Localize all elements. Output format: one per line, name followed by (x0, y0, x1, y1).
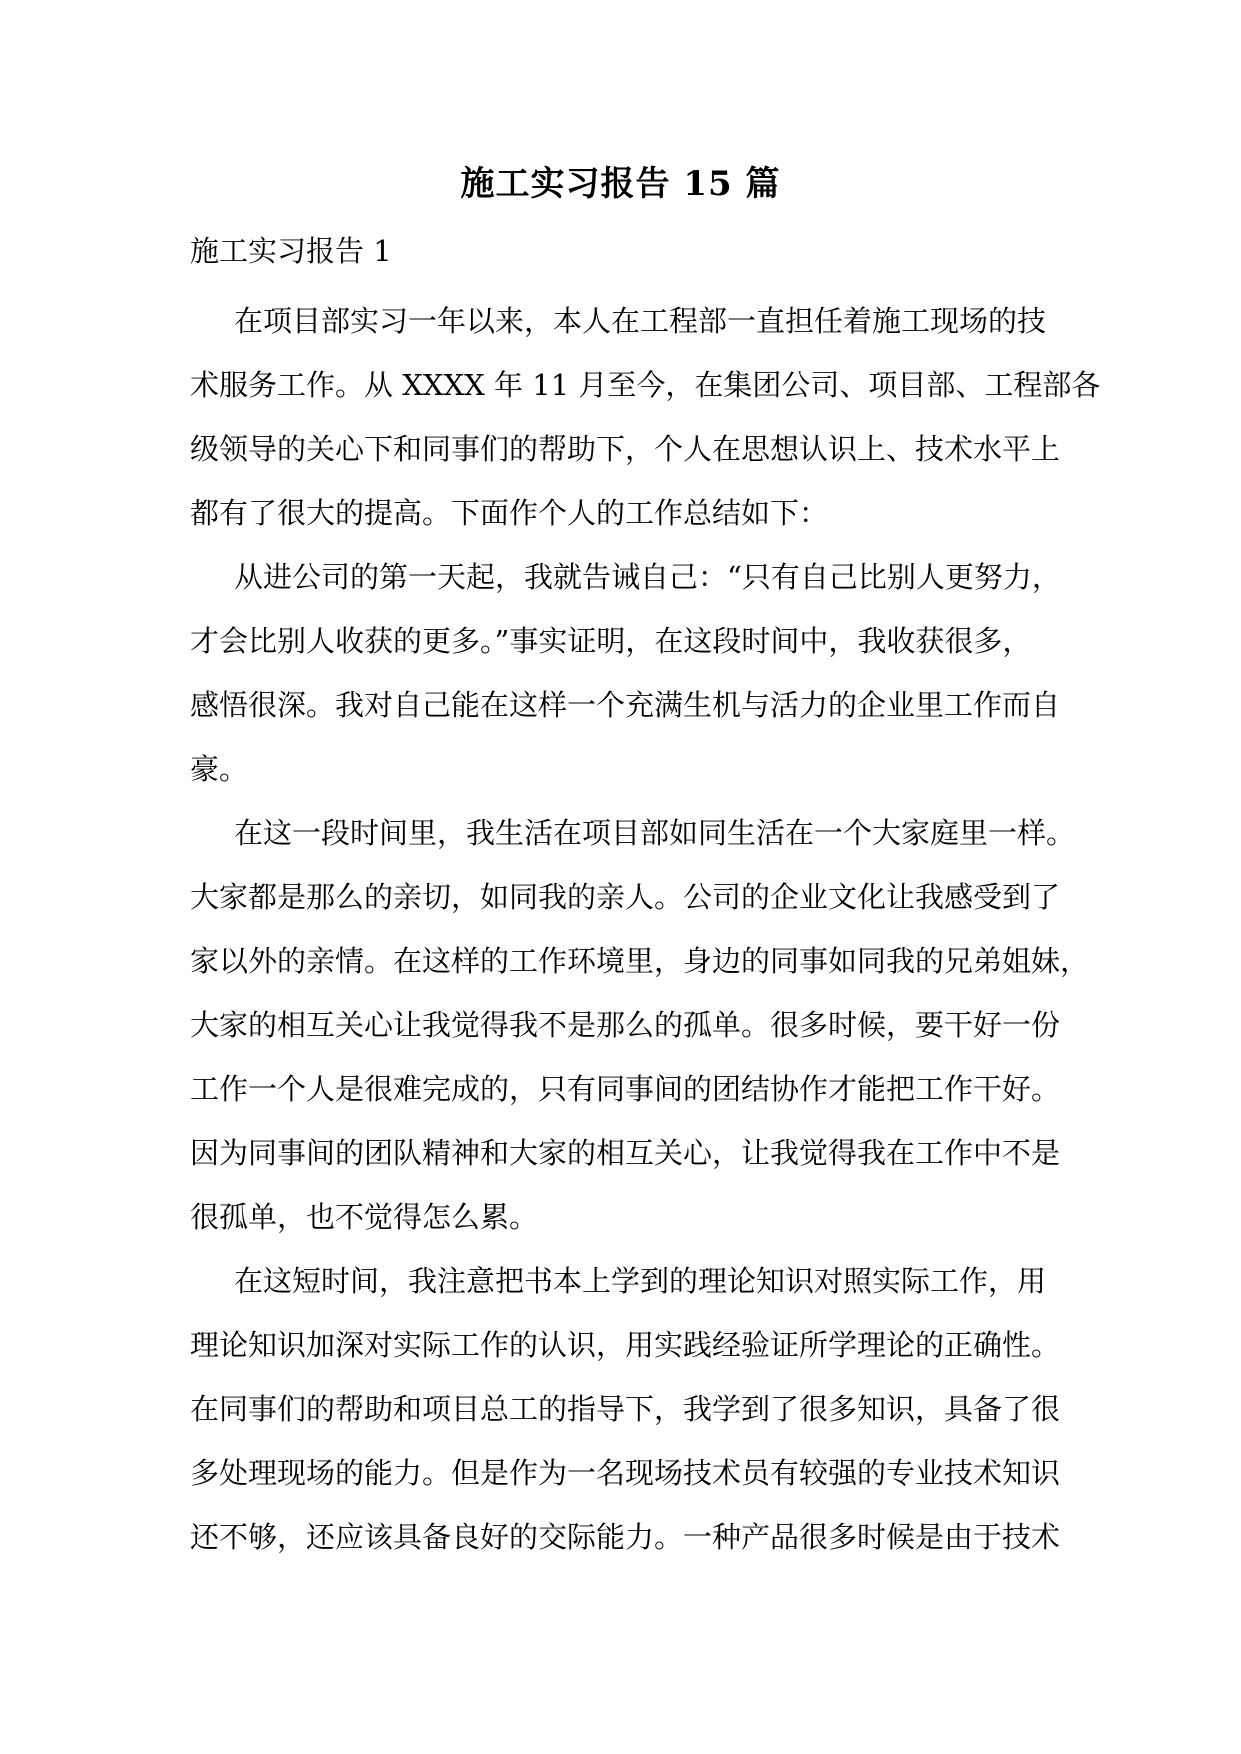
paragraph-line: 在这短时间，我注意把书本上学到的理论知识对照实际工作，用 (234, 1264, 1047, 1298)
paragraph-3 (190, 801, 1090, 1249)
paragraph-line: 在同事们的帮助和项目总工的指导下，我学到了很多知识，具备了很 (190, 1392, 1061, 1426)
paragraph-4 (190, 1249, 1061, 1569)
document-body (190, 289, 1101, 1569)
paragraph-line: 因为同事间的团队精神和大家的相互关心，让我觉得我在工作中不是 (190, 1136, 1061, 1170)
paragraph-2 (190, 545, 1061, 801)
paragraph-line: 工作一个人是很难完成的，只有同事间的团结协作才能把工作干好。 (190, 1072, 1061, 1106)
paragraph-1 (190, 289, 1101, 545)
paragraph-line: 大家都是那么的亲切，如同我的亲人。公司的企业文化让我感受到了 (190, 880, 1061, 914)
paragraph-line: 才会比别人收获的更多。”事实证明，在这段时间中，我收获很多， (190, 624, 1032, 658)
paragraph-line: 理论知识加深对实际工作的认识，用实践经验证所学理论的正确性。 (190, 1328, 1061, 1362)
paragraph-line: 术服务工作。从 XXXX 年 11 月至今，在集团公司、项目部、工程部各 (190, 368, 1101, 402)
paragraph-line: 大家的相互关心让我觉得我不是那么的孤单。很多时候，要干好一份 (190, 1008, 1061, 1042)
section-heading: 施工实习报告 1 (190, 234, 392, 268)
paragraph-line: 级领导的关心下和同事们的帮助下，个人在思想认识上、技术水平上 (190, 432, 1061, 466)
paragraph-line: 从进公司的第一天起，我就告诫自己：“只有自己比别人更努力， (234, 560, 1061, 594)
paragraph-line: 感悟很深。我对自己能在这样一个充满生机与活力的企业里工作而自 (190, 688, 1061, 722)
paragraph-line: 在这一段时间里，我生活在项目部如同生活在一个大家庭里一样。 (234, 816, 1076, 850)
paragraph-line: 豪。 (190, 752, 249, 786)
document-title: 施工实习报告 15 篇 (460, 164, 781, 204)
paragraph-line: 多处理现场的能力。但是作为一名现场技术员有较强的专业技术知识 (190, 1456, 1061, 1490)
paragraph-line: 在项目部实习一年以来，本人在工程部一直担任着施工现场的技 (234, 304, 1047, 338)
paragraph-line: 很孤单，也不觉得怎么累。 (190, 1200, 539, 1234)
paragraph-line: 还不够，还应该具备良好的交际能力。一种产品很多时候是由于技术 (190, 1520, 1061, 1554)
paragraph-line: 家以外的亲情。在这样的工作环境里，身边的同事如同我的兄弟姐妹， (190, 944, 1090, 978)
paragraph-line: 都有了很大的提高。下面作个人的工作总结如下： (190, 496, 829, 530)
